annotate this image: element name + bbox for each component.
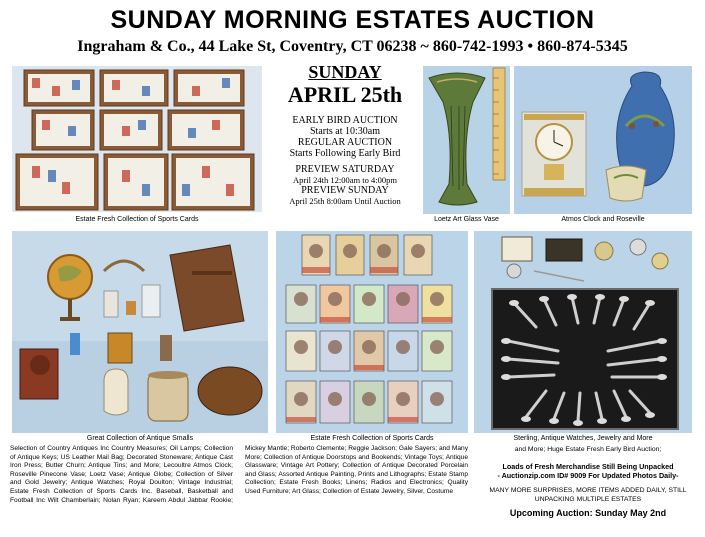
caption-sports-cards-bottom: Estate Fresh Collection of Sports Cards — [310, 435, 434, 442]
upcoming-auction: Upcoming Auction: Sunday May 2nd — [509, 508, 667, 518]
sports-cards-grid-illustration — [276, 231, 468, 433]
photo-antique-smalls — [12, 231, 268, 433]
auction-day: SUNDAY — [308, 62, 382, 82]
notes-line-2: Loads of Fresh Merchandise Still Being Unpacked — [502, 462, 674, 471]
auction-notes — [478, 445, 698, 518]
items-description: Selection of Country Antiques Inc Country Measures; Oil Lamps; Collection of Antique Keys; US Leather Mail Bag; Decorated Stoneware; Antique Cast Iron Press; Butter Churn; Antique Tins; and More; Lecoultre Atmos Clock; Roseville Pinecone Vase; Loetz Vase; Antique Globe; Collection of Silver and Gold Jewelry; Antique Watches; Royal Doulton; Vintage Industrial; Estate Fresh Collection of Sports Cards Inc. Baseball, Basketball and Football Inc Wilt Chamberlain; Nolan Ryan; Kareem Abdul Jabbar Rookie; Mickey Mantle; Roberto Clemente; Reggie Jackson; Gale Sayers; and Many More; Collection of Antique Doorstops and Bookends; Vintage Toys; Antique Glassware; Vintage Art Pottery; Collection of Antique Decorated Porcelain and Glass; Assorted Antique Painting, Prints and Lithographs; Estate Stamp Collection; Estate Fresh Books; Linens; Radios and Electronics; Quality Used Furniture; Art Glass; Collection of Estate Jewelry, Silver, Costume — [10, 445, 468, 504]
sports-cards-boxes-illustration — [12, 66, 262, 212]
early-bird-label: EARLY BIRD AUCTION — [292, 115, 398, 126]
antique-smalls-illustration — [12, 231, 268, 433]
early-bird-start: Starts at 10:30am — [310, 126, 380, 137]
notes-line-4: MANY MORE SURPRISES, MORE ITEMS ADDED DAILY, STILL UNPACKING MULTIPLE ESTATES — [489, 487, 687, 503]
caption-sterling-watches: Sterling, Antique Watches, Jewelry and More — [513, 435, 653, 442]
photo-loetz-vase — [423, 66, 510, 214]
auction-date: APRIL 25th — [287, 82, 403, 107]
atmos-clock-roseville-illustration — [514, 66, 692, 214]
sterling-watches-illustration — [474, 231, 692, 433]
caption-sports-cards-top: Estate Fresh Collection of Sports Cards — [75, 216, 199, 223]
preview-sunday-label: PREVIEW SUNDAY — [301, 185, 389, 196]
caption-atmos-clock: Atmos Clock and Roseville — [561, 216, 645, 223]
photo-sterling-watches — [474, 231, 692, 433]
auction-title: SUNDAY MORNING ESTATES AUCTION — [110, 6, 595, 34]
auction-address-phones: Ingraham & Co., 44 Lake St, Coventry, CT 06238 ~ 860-742-1993 • 860-874-5345 — [77, 38, 628, 55]
photo-sports-cards-top — [12, 66, 262, 212]
caption-loetz-vase: Loetz Art Glass Vase — [434, 216, 499, 223]
loetz-vase-illustration — [423, 66, 510, 214]
preview-saturday-time: April 24th 12:00am to 4:00pm — [293, 175, 397, 185]
notes-line-3: - Auctionzip.com ID# 9009 For Updated Photos Daily- — [497, 471, 679, 480]
regular-auction-label: REGULAR AUCTION — [297, 137, 393, 148]
caption-antique-smalls: Great Collection of Antique Smalls — [86, 435, 194, 442]
preview-saturday-label: PREVIEW SATURDAY — [295, 164, 395, 175]
auction-schedule — [270, 62, 420, 206]
preview-sunday-time: April 25th 8:00am Until Auction — [289, 196, 401, 206]
photo-atmos-clock-roseville — [514, 66, 692, 214]
regular-auction-start: Starts Following Early Bird — [289, 148, 401, 159]
photo-sports-cards-bottom — [276, 231, 468, 433]
notes-line-1: and More; Huge Estate Fresh Early Bird Auction; — [514, 446, 662, 453]
